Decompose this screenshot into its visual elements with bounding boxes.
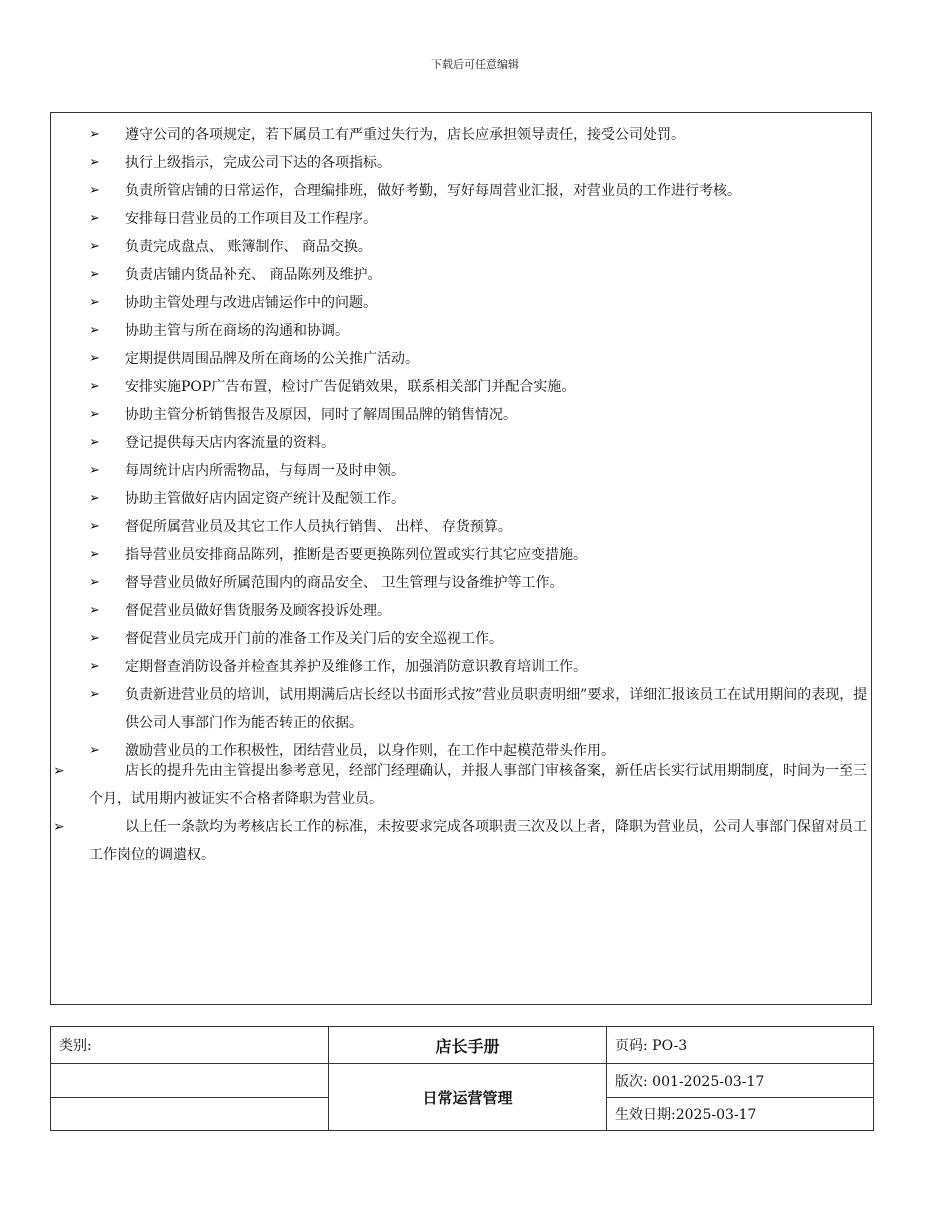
arrow-bullet-icon: ➢: [89, 407, 100, 422]
duty-item-text: 每周统计店内所需物品，与每周一及时申领。: [125, 463, 405, 479]
footer-empty-cell-1: [51, 1064, 329, 1098]
duty-item-text: 登记提供每天店内客流量的资料。: [125, 435, 335, 451]
duty-item: [89, 457, 869, 485]
arrow-bullet-icon: ➢: [89, 659, 100, 674]
duty-item: [89, 401, 869, 429]
effective-date: 生效日期:2025-03-17: [607, 1098, 874, 1131]
header-note: 下载后可任意编辑: [431, 58, 519, 71]
duty-item-text: 督促营业员做好售货服务及顾客投诉处理。: [125, 603, 391, 619]
policy-paragraphs: [53, 757, 869, 869]
duty-item-text: 指导营业员安排商品陈列，推断是否要更换陈列位置或实行其它应变措施。: [125, 547, 587, 563]
duty-item: [89, 373, 869, 401]
arrow-bullet-icon: ➢: [53, 819, 65, 835]
duty-item-text: 执行上级指示，完成公司下达的各项指标。: [125, 155, 391, 171]
duty-item: [89, 653, 869, 681]
duty-item-text: 安排实施POP广告布置，检讨广告促销效果，联系相关部门并配合实施。: [125, 379, 576, 395]
arrow-bullet-icon: ➢: [89, 267, 100, 282]
content-box: [50, 112, 872, 1005]
duty-item: [89, 625, 869, 653]
arrow-bullet-icon: ➢: [89, 379, 100, 394]
manual-title: 店长手册: [329, 1027, 607, 1064]
footer-empty-cell-2: [51, 1098, 329, 1131]
duty-item-text: 负责新进营业员的培训，试用期满后店长经以书面形式按”营业员职责明细”要求，详细汇报该员工在试用期间的表现，提供公司人事部门作为能否转正的依据。: [125, 687, 868, 731]
duty-item-text: 督促所属营业员及其它工作人员执行销售、 出样、 存货预算。: [125, 519, 512, 535]
duty-item-text: 定期提供周围品牌及所在商场的公关推广活动。: [125, 351, 419, 367]
section-title: 日常运营管理: [329, 1064, 607, 1131]
arrow-bullet-icon: ➢: [89, 155, 100, 170]
duty-item: [89, 345, 869, 373]
arrow-bullet-icon: ➢: [89, 743, 100, 758]
duty-item: [89, 289, 869, 317]
policy-paragraph: [53, 813, 869, 869]
duty-item: [89, 121, 869, 149]
duty-item-text: 负责完成盘点、 账簿制作、 商品交换。: [125, 239, 372, 255]
arrow-bullet-icon: ➢: [53, 763, 65, 779]
duty-item-text: 定期督查消防设备并检查其养护及维修工作，加强消防意识教育培训工作。: [125, 659, 587, 675]
document-footer-table: [50, 1026, 874, 1131]
duty-item: [89, 429, 869, 457]
duty-item-text: 协助主管与所在商场的沟通和协调。: [125, 323, 349, 339]
arrow-bullet-icon: ➢: [89, 351, 100, 366]
arrow-bullet-icon: ➢: [89, 463, 100, 478]
duty-item-text: 安排每日营业员的工作项目及工作程序。: [125, 211, 377, 227]
arrow-bullet-icon: ➢: [89, 547, 100, 562]
policy-paragraph: [53, 757, 869, 813]
duty-list: [89, 121, 869, 765]
policy-paragraph-text: 店长的提升先由主管提出参考意见，经部门经理确认，并报人事部门审核备案，新任店长实行试用期制度，时间为一至三个月，试用期内被证实不合格者降职为营业员。: [89, 763, 867, 807]
arrow-bullet-icon: ➢: [89, 323, 100, 338]
duty-item-text: 遵守公司的各项规定，若下属员工有严重过失行为，店长应承担领导责任，接受公司处罚。: [125, 127, 685, 143]
arrow-bullet-icon: ➢: [89, 575, 100, 590]
duty-item: [89, 569, 869, 597]
duty-item: [89, 485, 869, 513]
arrow-bullet-icon: ➢: [89, 183, 100, 198]
arrow-bullet-icon: ➢: [89, 491, 100, 506]
duty-item-text: 协助主管处理与改进店铺运作中的问题。: [125, 295, 377, 311]
arrow-bullet-icon: ➢: [89, 211, 100, 226]
policy-paragraph-text: 以上任一条款均为考核店长工作的标准，未按要求完成各项职责三次及以上者，降职为营业员，公司人事部门保留对员工工作岗位的调遣权。: [89, 819, 867, 863]
duty-item: [89, 205, 869, 233]
version-number: 版次: 001-2025-03-17: [607, 1064, 874, 1098]
duty-item-text: 协助主管做好店内固定资产统计及配领工作。: [125, 491, 405, 507]
arrow-bullet-icon: ➢: [89, 519, 100, 534]
duty-item: [89, 149, 869, 177]
category-label: 类别:: [51, 1027, 329, 1064]
arrow-bullet-icon: ➢: [89, 435, 100, 450]
duty-item-text: 协助主管分析销售报告及原因，同时了解周围品牌的销售情况。: [125, 407, 517, 423]
duty-item: [89, 681, 869, 737]
duty-item-text: 督促营业员完成开门前的准备工作及关门后的安全巡视工作。: [125, 631, 503, 647]
arrow-bullet-icon: ➢: [89, 127, 100, 142]
duty-item: [89, 513, 869, 541]
arrow-bullet-icon: ➢: [89, 631, 100, 646]
arrow-bullet-icon: ➢: [89, 295, 100, 310]
duty-item-text: 负责所管店铺的日常运作，合理编排班，做好考勤，写好每周营业汇报，对营业员的工作进行考核。: [125, 183, 741, 199]
duty-item: [89, 597, 869, 625]
duty-item: [89, 233, 869, 261]
duty-item: [89, 317, 869, 345]
arrow-bullet-icon: ➢: [89, 239, 100, 254]
arrow-bullet-icon: ➢: [89, 603, 100, 618]
page-code: 页码: PO-3: [607, 1027, 874, 1064]
duty-item-text: 督导营业员做好所属范围内的商品安全、 卫生管理与设备维护等工作。: [125, 575, 564, 591]
duty-item-text: 激励营业员的工作积极性，团结营业员，以身作则，在工作中起模范带头作用。: [125, 743, 615, 759]
duty-item: [89, 261, 869, 289]
duty-item: [89, 177, 869, 205]
arrow-bullet-icon: ➢: [89, 687, 100, 702]
duty-item: [89, 541, 869, 569]
duty-item-text: 负责店铺内货品补充、 商品陈列及维护。: [125, 267, 382, 283]
